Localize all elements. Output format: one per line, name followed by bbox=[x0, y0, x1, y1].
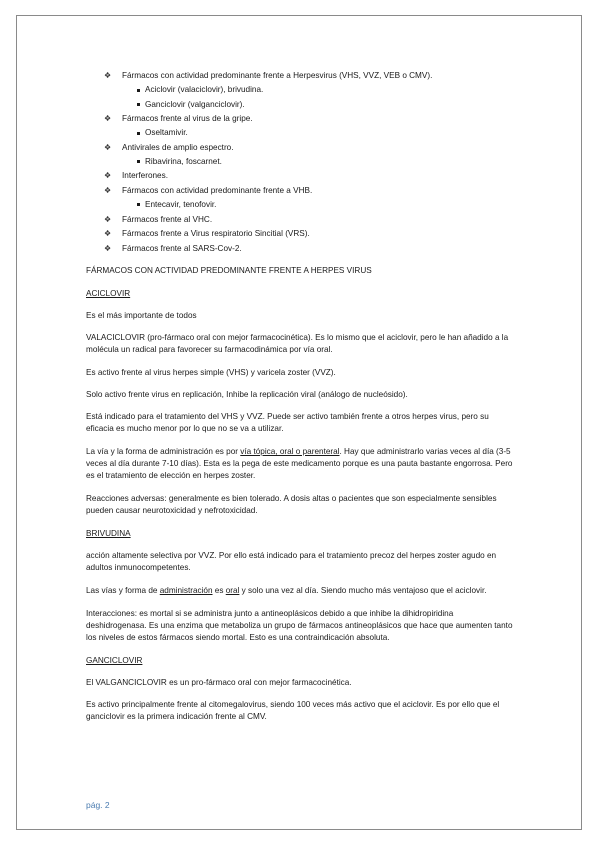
page-number: pág. 2 bbox=[86, 800, 110, 810]
sub-list-item: Ribavirina, foscarnet. bbox=[122, 156, 516, 168]
diamond-bullet-icon: ❖ bbox=[104, 185, 112, 195]
list-item: ❖ Antivirales de amplio espectro. Ribavirina, foscarnet. bbox=[86, 142, 516, 168]
list-item: ❖ Fármacos frente al virus de la gripe. Oseltamivir. bbox=[86, 113, 516, 139]
list-item: ❖ Fármacos con actividad predominante frente a Herpesvirus (VHS, VVZ, VEB o CMV). Aciclovir (valaciclovir), brivudina. Ganciclovir (valganciclovir). bbox=[86, 70, 516, 111]
paragraph: Solo activo frente virus en replicación, Inhibe la replicación viral (análogo de nucleósido). bbox=[86, 389, 408, 399]
ganciclovir-heading: GANCICLOVIR bbox=[86, 655, 143, 665]
paragraph: Reacciones adversas: generalmente es bien tolerado. A dosis altas o pacientes que son especialmente sensibles pueden causar neurotoxicidad y nefrotoxicidad. bbox=[86, 493, 497, 515]
paragraph: Las vías y forma de administración es oral y solo una vez al día. Siendo mucho más ventajoso que el aciclovir. bbox=[86, 585, 487, 595]
sub-list bbox=[122, 127, 516, 139]
sub-list-item: Entecavir, tenofovir. bbox=[122, 199, 516, 211]
sub-list-item: Ganciclovir (valganciclovir). bbox=[122, 99, 516, 111]
list-item: ❖ Fármacos frente al SARS-Cov-2. bbox=[104, 243, 242, 253]
square-bullet-icon bbox=[137, 89, 140, 92]
sub-list-item: Aciclovir (valaciclovir), brivudina. bbox=[122, 84, 516, 96]
diamond-bullet-icon: ❖ bbox=[104, 71, 112, 80]
diamond-bullet-icon: ❖ bbox=[104, 114, 112, 124]
paragraph: Es activo principalmente frente al citomegalovirus, siendo 100 veces más activo que el aciclovir. Es por ello que el ganciclovir es la primera indicación frente al CMV. bbox=[86, 699, 500, 721]
underlined-text: oral bbox=[225, 585, 240, 595]
list-item: ❖ Fármacos frente a Virus respiratorio Sincitial (VRS). bbox=[104, 229, 310, 239]
square-bullet-icon bbox=[137, 132, 140, 135]
drug-bullet-list bbox=[86, 70, 516, 255]
diamond-bullet-icon: ❖ bbox=[104, 171, 112, 181]
sub-list-item: Oseltamivir. bbox=[122, 127, 516, 139]
paragraph: Interacciones: es mortal si se administra junto a antineoplásicos debido a que inhibe la dihidropiridina deshidrogenasa. Es una enzima que metaboliza un grupo de fármacos antineoplásicos que hace que aumenten tanto los niveles de estos fármacos siendo mortal. Esto es una contraindicación absoluta. bbox=[86, 608, 513, 642]
paragraph: acción altamente selectiva por VVZ. Por ello está indicado para el tratamiento precoz del herpes zoster agudo en adultos inmunocompetentes. bbox=[86, 550, 497, 572]
list-item: ❖ Fármacos con actividad predominante frente a VHB. Entecavir, tenofovir. bbox=[86, 185, 516, 211]
sub-list bbox=[122, 84, 516, 111]
diamond-bullet-icon: ❖ bbox=[104, 142, 112, 152]
square-bullet-icon bbox=[137, 160, 140, 163]
list-item: ❖ Interferones. bbox=[104, 171, 168, 181]
paragraph: La vía y la forma de administración es por vía tópica, oral o parenteral. Hay que administrarlo varias veces al día (3-5 veces al día durante 7-10 días). Esta es la pega de este medicamento porque es una pauta bastante engorrosa. Pero es el tratamiento de elección en herpes zoster. bbox=[86, 446, 513, 480]
brivudina-heading: BRIVUDINA bbox=[86, 528, 131, 538]
underlined-route-text: vía tópica, oral o parenteral bbox=[240, 446, 340, 456]
diamond-bullet-icon: ❖ bbox=[104, 214, 112, 224]
paragraph: VALACICLOVIR (pro-fármaco oral con mejor farmacocinética). Es lo mismo que el aciclovir, pero le han añadido a la molécula un radical para favorecer su farmacodinámica por vía oral. bbox=[86, 332, 509, 354]
diamond-bullet-icon: ❖ bbox=[104, 243, 112, 253]
sub-list bbox=[122, 199, 516, 211]
square-bullet-icon bbox=[137, 203, 140, 206]
square-bullet-icon bbox=[137, 103, 140, 106]
paragraph: Está indicado para el tratamiento del VHS y VVZ. Puede ser activo también frente a otros herpes virus, pero su eficacia es mucho menor por lo que no se va a utilizar. bbox=[86, 411, 489, 433]
list-item: ❖ Fármacos frente al VHC. bbox=[104, 214, 213, 224]
aciclovir-heading: ACICLOVIR bbox=[86, 288, 131, 298]
underlined-text: administración bbox=[159, 585, 213, 595]
document-body bbox=[86, 70, 516, 734]
section-title: FÁRMACOS CON ACTIVIDAD PREDOMINANTE FRENTE A HERPES VIRUS bbox=[86, 265, 372, 275]
paragraph: El VALGANCICLOVIR es un pro-fármaco oral con mejor farmacocinética. bbox=[86, 677, 352, 687]
diamond-bullet-icon: ❖ bbox=[104, 229, 112, 239]
paragraph: Es activo frente al virus herpes simple (VHS) y varicela zoster (VVZ). bbox=[86, 367, 336, 377]
paragraph: Es el más importante de todos bbox=[86, 310, 197, 320]
sub-list bbox=[122, 156, 516, 168]
